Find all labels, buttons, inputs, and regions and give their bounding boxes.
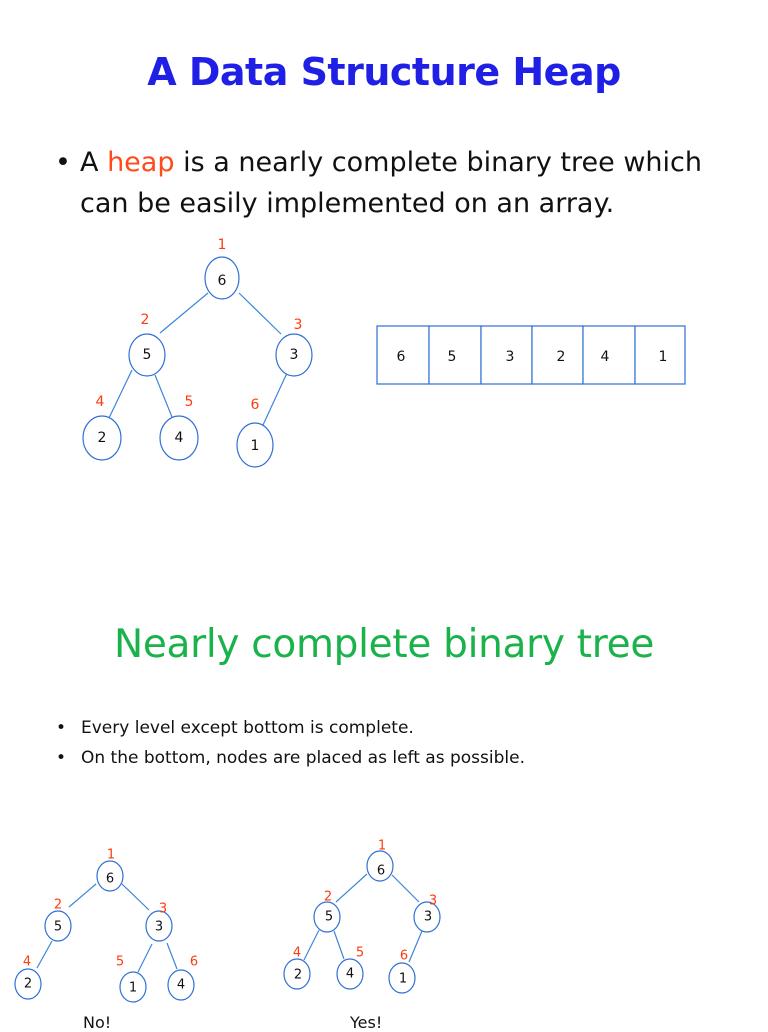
edge-2-4 bbox=[304, 930, 319, 960]
intro-suffix: is a nearly complete binary tree which can be easily implemented on an array. bbox=[80, 147, 702, 219]
example-no-tree bbox=[15, 848, 198, 1003]
node-index: 2 bbox=[53, 897, 63, 913]
node-index: 2 bbox=[140, 312, 150, 328]
node-index: 2 bbox=[323, 889, 333, 905]
node-index: 5 bbox=[115, 954, 125, 970]
node-value: 6 bbox=[217, 273, 227, 289]
tree-node bbox=[389, 949, 415, 994]
caption-no: No! bbox=[83, 1013, 112, 1032]
node-value: 5 bbox=[53, 919, 63, 935]
array-value: 5 bbox=[447, 349, 457, 365]
heap-node bbox=[205, 237, 239, 299]
node-index: 1 bbox=[106, 847, 116, 863]
edge-3-6 bbox=[409, 931, 422, 962]
edge-1-2 bbox=[69, 884, 96, 907]
node-index: 5 bbox=[184, 394, 194, 410]
caption-yes: Yes! bbox=[350, 1013, 383, 1032]
rule-text: On the bottom, nodes are placed as left as possible. bbox=[81, 748, 525, 768]
node-value: 1 bbox=[250, 438, 260, 454]
edge-2-5 bbox=[155, 375, 172, 417]
edge-1-3 bbox=[239, 293, 281, 334]
bullet-dot: • bbox=[55, 147, 71, 178]
edge-1-3 bbox=[392, 875, 419, 902]
bullet-dot: • bbox=[56, 748, 67, 768]
edge-2-4 bbox=[109, 370, 132, 418]
section-title: Nearly complete binary tree bbox=[113, 622, 655, 667]
node-value: 1 bbox=[128, 980, 138, 996]
heap-node bbox=[129, 312, 165, 376]
node-value: 3 bbox=[154, 919, 164, 935]
node-value: 2 bbox=[293, 967, 303, 983]
intro-prefix: A bbox=[80, 147, 108, 178]
node-value: 2 bbox=[23, 976, 33, 992]
node-index: 6 bbox=[189, 954, 199, 970]
list-item bbox=[56, 745, 525, 775]
node-index: 3 bbox=[293, 317, 303, 333]
edge-1-3 bbox=[122, 884, 149, 910]
array-value: 4 bbox=[600, 349, 610, 365]
node-index: 4 bbox=[22, 954, 32, 970]
node-index: 6 bbox=[399, 948, 409, 964]
node-value: 6 bbox=[376, 863, 386, 879]
heap-node bbox=[160, 394, 198, 460]
node-value: 5 bbox=[324, 909, 334, 925]
node-value: 3 bbox=[289, 347, 299, 363]
node-index: 6 bbox=[250, 397, 260, 413]
heap-term: heap bbox=[107, 147, 175, 178]
rule-text: Every level except bottom is complete. bbox=[81, 718, 414, 738]
tree-node bbox=[116, 955, 146, 1003]
array-value: 2 bbox=[556, 349, 566, 365]
array-value: 3 bbox=[505, 349, 515, 365]
edge-2-5 bbox=[334, 931, 344, 959]
tree-node bbox=[367, 839, 393, 882]
node-value: 6 bbox=[105, 871, 115, 887]
node-value: 2 bbox=[97, 430, 107, 446]
edge-2-4 bbox=[37, 941, 52, 968]
heap-array bbox=[377, 326, 685, 384]
tree-node bbox=[284, 946, 310, 990]
edge-3-6 bbox=[263, 373, 287, 425]
node-index: 1 bbox=[377, 838, 387, 854]
edge-3-5 bbox=[138, 944, 152, 972]
node-index: 4 bbox=[292, 945, 302, 961]
tree-node bbox=[168, 955, 198, 1001]
list-item bbox=[56, 715, 525, 745]
tree-node bbox=[314, 890, 340, 933]
array-value: 1 bbox=[658, 349, 668, 365]
node-index: 3 bbox=[428, 893, 438, 909]
edge-1-2 bbox=[336, 874, 367, 902]
node-value: 4 bbox=[345, 966, 355, 982]
node-value: 4 bbox=[174, 430, 184, 446]
example-yes-tree bbox=[284, 839, 440, 994]
tree-node bbox=[146, 902, 172, 942]
node-value: 4 bbox=[176, 977, 186, 993]
node-index: 1 bbox=[217, 237, 227, 253]
node-value: 5 bbox=[142, 347, 152, 363]
slide-title: A Data Structure Heap bbox=[147, 50, 621, 94]
tree-node bbox=[15, 955, 41, 1000]
rules-list bbox=[56, 715, 525, 775]
tree-node bbox=[414, 894, 440, 933]
edge-1-2 bbox=[160, 293, 208, 333]
node-index: 4 bbox=[95, 394, 105, 410]
heap-node bbox=[237, 397, 273, 467]
node-index: 3 bbox=[158, 901, 168, 917]
edge-3-6 bbox=[167, 943, 177, 969]
bullet-dot: • bbox=[56, 718, 67, 738]
tree-node bbox=[45, 898, 71, 942]
node-value: 3 bbox=[423, 909, 433, 925]
node-index: 5 bbox=[355, 945, 365, 961]
node-value: 1 bbox=[398, 971, 408, 987]
array-value: 6 bbox=[396, 349, 406, 365]
tree-node bbox=[97, 848, 123, 892]
heap-node bbox=[276, 317, 312, 376]
